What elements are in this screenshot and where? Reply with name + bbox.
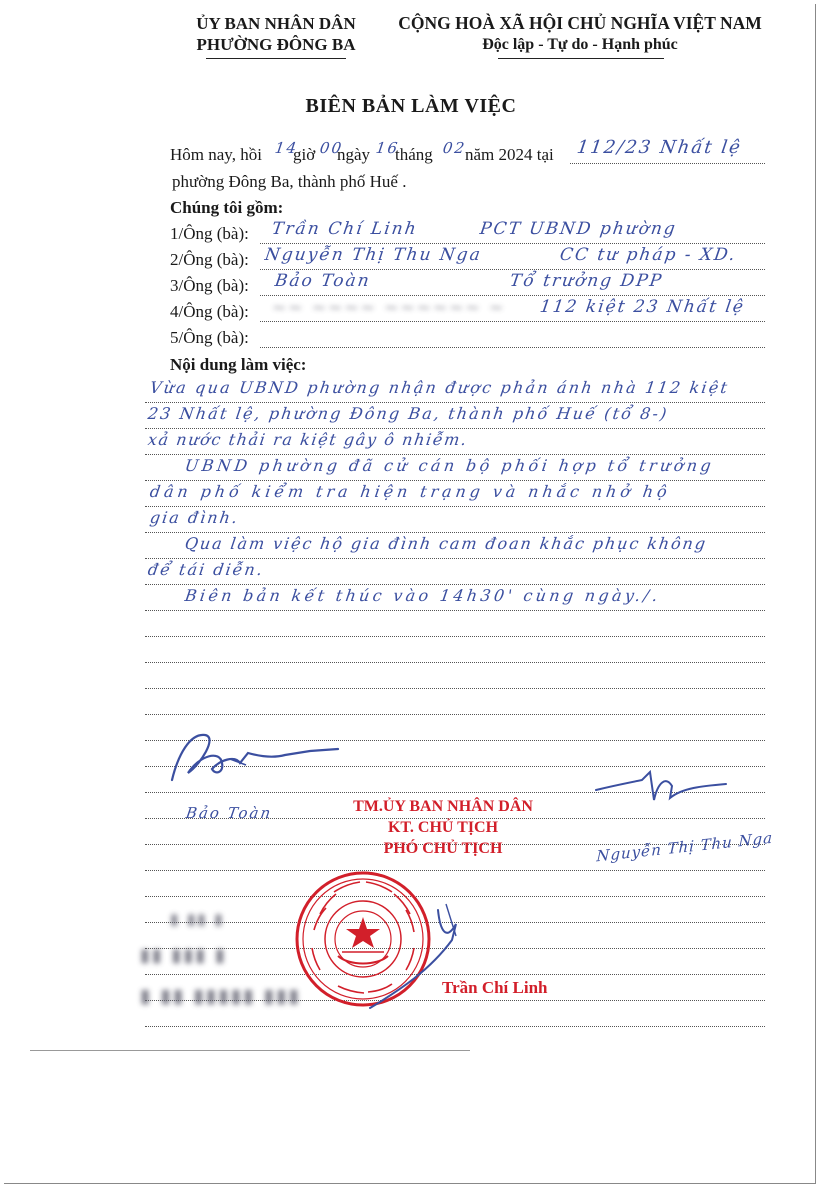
content-line-5: dân phố kiểm tra hiện trạng và nhắc nhở hộ (148, 482, 673, 501)
content-line-1: Vừa qua UBND phường nhận được phản ánh nhà 112 kiệt (148, 378, 731, 397)
content-line-9: Biên bản kết thúc vào 14h30' cùng ngày./. (183, 586, 662, 605)
intro-place-dots (570, 163, 765, 164)
ruled-line (145, 532, 765, 533)
participant-name-3: Bảo Toàn (273, 271, 373, 291)
intro-place: 112/23 Nhất lệ (575, 137, 744, 158)
content-line-8: để tái diễn. (146, 560, 266, 579)
participants-heading: Chúng tôi gồm: (170, 198, 284, 217)
content-line-2: 23 Nhất lệ, phường Đông Ba, thành phố Huế (tổ 8-) (146, 404, 670, 423)
participant-dots-5 (260, 347, 765, 348)
intro-line2: phường Đông Ba, thành phố Huế . (172, 172, 407, 191)
content-line-3: xả nước thải ra kiệt gây ô nhiễm. (146, 430, 470, 449)
header-right (385, 13, 775, 55)
header-left-line2: PHƯỜNG ĐÔNG BA (196, 35, 356, 54)
authority-block (318, 796, 568, 859)
document-title: BIÊN BẢN LÀM VIỆC (305, 95, 517, 117)
ruled-line (145, 584, 765, 585)
ruled-line (145, 480, 765, 481)
participant-name-2: Nguyễn Thị Thu Nga (263, 245, 484, 265)
right-signer-name: Nguyễn Thị Thu Nga (596, 828, 774, 866)
ruled-line (145, 714, 765, 715)
intro-text-5: năm 2024 tại (465, 145, 554, 164)
ruled-line (145, 870, 765, 871)
authority-line-2: KT. CHỦ TỊCH (387, 819, 499, 836)
intro-text-3: ngày (337, 145, 371, 164)
intro-text-4: tháng (395, 145, 433, 164)
left-signer-name: Bảo Toàn (184, 804, 274, 822)
redacted-mark-2: ▮▮ ▮▮▮ ▮ (140, 945, 227, 966)
participant-label-2: 2/Ông (bà): (170, 250, 249, 269)
ruled-line (145, 506, 765, 507)
ruled-line (145, 688, 765, 689)
participant-label-1: 1/Ông (bà): (170, 224, 249, 243)
intro-text-1: Hôm nay, hồi (170, 145, 262, 164)
intro-hour: 14 (273, 139, 300, 157)
participant-label-4: 4/Ông (bà): (170, 302, 249, 321)
ruled-line (145, 610, 765, 611)
right-signature-mark (592, 768, 732, 818)
official-signature-mark (360, 880, 500, 1020)
header-left (180, 13, 372, 55)
ruled-line (145, 428, 765, 429)
participant-role-2: CC tư pháp - XD. (558, 245, 738, 265)
official-name: Trần Chí Linh (442, 978, 548, 997)
participant-role-1: PCT UBND phường (478, 219, 679, 239)
header-left-underline (206, 58, 346, 59)
authority-line-1: TM.ỦY BAN NHÂN DÂN (353, 798, 533, 815)
content-heading: Nội dung làm việc: (170, 355, 307, 374)
left-signature-mark (160, 725, 350, 795)
content-line-7: Qua làm việc hộ gia đình cam đoan khắc phục không (183, 534, 709, 553)
ruled-line (145, 454, 765, 455)
header-left-line1: ỦY BAN NHÂN DÂN (196, 14, 356, 33)
ruled-line (145, 636, 765, 637)
content-line-4: UBND phường đã cử cán bộ phối hợp tổ trưởng (183, 456, 716, 475)
participant-dots-1 (260, 243, 765, 244)
participant-dots-3 (260, 295, 765, 296)
header-right-line2: Độc lập - Tự do - Hạnh phúc (482, 36, 678, 53)
header-right-line1: CỘNG HOÀ XÃ HỘI CHỦ NGHĨA VIỆT NAM (398, 13, 762, 33)
intro-day: 16 (374, 139, 401, 157)
intro-month: 02 (441, 139, 468, 157)
participant-dots-4 (260, 321, 765, 322)
participant-role-4: 112 kiệt 23 Nhất lệ (538, 297, 747, 317)
participant-label-5: 5/Ông (bà): (170, 328, 249, 347)
ruled-line (145, 558, 765, 559)
participant-dots-2 (260, 269, 765, 270)
participant-name-4-redacted: ~~ ~~~~ ~~~~~~ ~ (272, 298, 506, 318)
participant-name-1: Trần Chí Linh (270, 219, 420, 239)
authority-line-3: PHÓ CHỦ TỊCH (383, 840, 503, 857)
ruled-line (145, 1026, 765, 1027)
participant-role-3: Tổ trưởng DPP (508, 271, 665, 291)
ruled-line (145, 402, 765, 403)
intro-minute: 00 (318, 139, 345, 157)
intro-text-2: giờ (293, 145, 316, 164)
bottom-rule (30, 1050, 470, 1051)
participant-label-3: 3/Ông (bà): (170, 276, 249, 295)
redacted-mark-1: ▮ ▮▮ ▮ (170, 910, 225, 928)
redacted-mark-3: ▮ ▮▮ ▮▮▮▮▮ ▮▮▮ (140, 985, 302, 1007)
ruled-line (145, 662, 765, 663)
header-right-underline (498, 58, 664, 59)
content-line-6: gia đình. (148, 508, 241, 527)
